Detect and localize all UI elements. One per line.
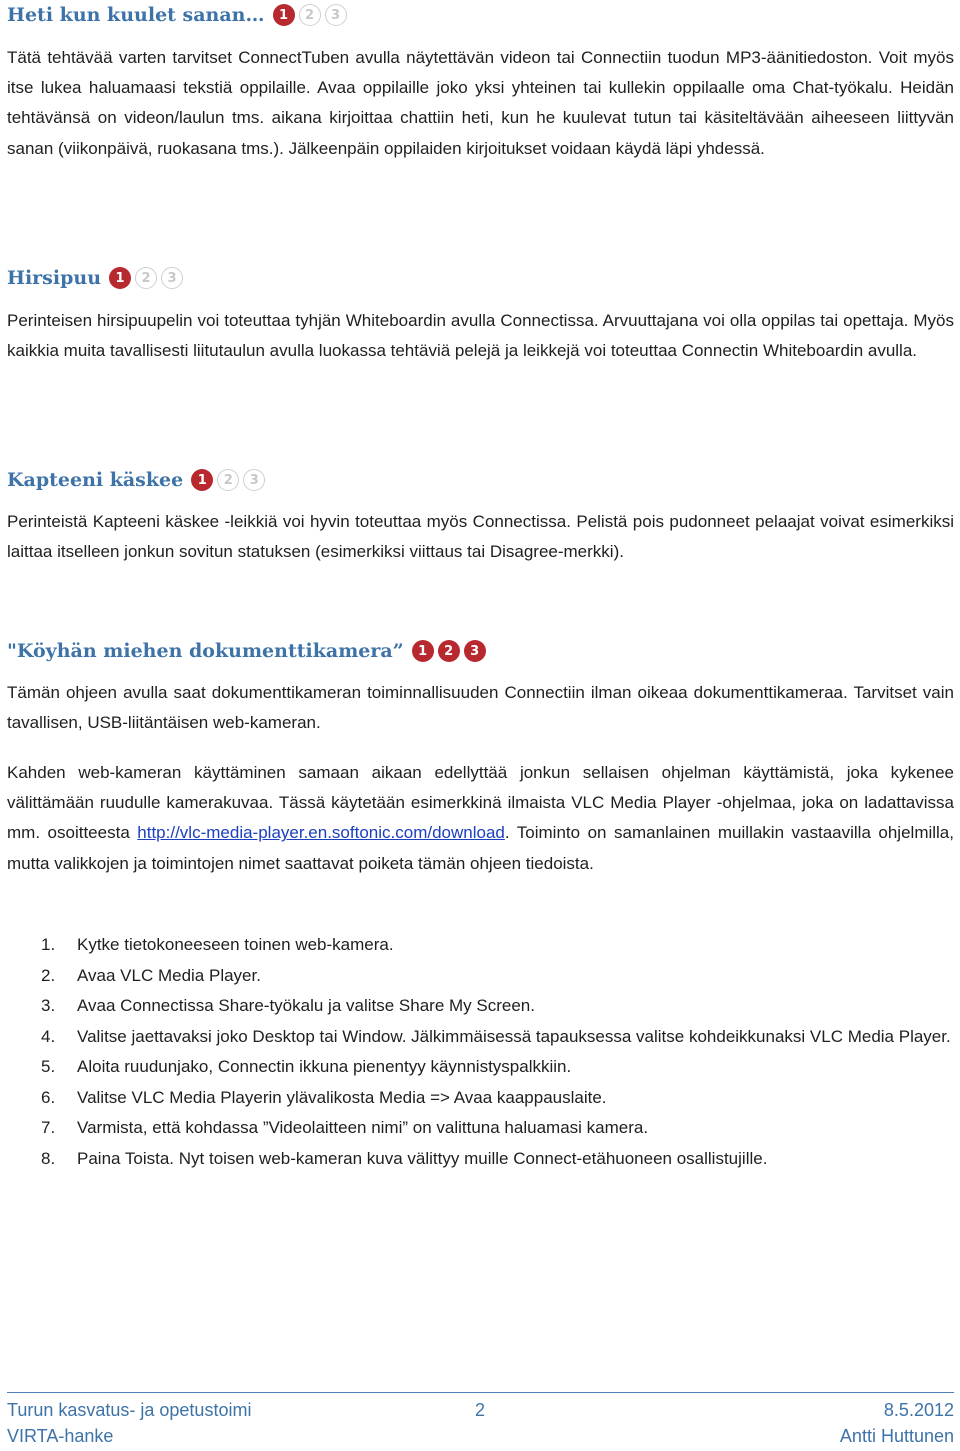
section-heading-heti-kun-kuulet <box>7 4 351 26</box>
step-number: 4. <box>41 1026 56 1046</box>
step-number: 1. <box>41 935 56 954</box>
step-number: 3. <box>41 996 56 1015</box>
level-badge-1: 1 <box>273 4 295 26</box>
step-number: 8. <box>41 1148 56 1168</box>
camera-text-before-link: Kahden web-kameran käyttäminen samaan aikaan edellyttää jonkun sellaisen ohjelman käyttämistä, joka kykenee välittämään ruudulle kamerakuvaa. Tässä käytetään esimerkkinä ilmaista VLC Media Player -ohjelmaa, joka on ladattavissa mm. osoitteesta <box>7 763 954 843</box>
list-item <box>7 1083 954 1114</box>
level-badge-2: 2 <box>217 469 239 491</box>
footer-divider <box>7 1392 954 1393</box>
step-number: 6. <box>41 1087 56 1107</box>
step-text: Aloita ruudunjako, Connectin ikkuna pienentyy käynnistyspalkkiin. <box>77 1057 572 1076</box>
level-badge-2: 2 <box>135 267 157 289</box>
section-title: Kapteeni käskee <box>7 469 184 491</box>
page-number: 2 <box>475 1400 486 1420</box>
step-text: Avaa Connectissa Share-työkalu ja valitse Share My Screen. <box>77 996 535 1015</box>
section-title: "Köyhän miehen dokumenttikamera” <box>7 640 404 662</box>
list-item <box>7 991 954 1022</box>
section-body-hirsipuu: Perinteisen hirsipuupelin voi toteuttaa tyhjän Whiteboardin avulla Connectissa. Arvuuttajana voi olla oppilas tai opettaja. Myös kaikkia muita tavallisesti liitutaulun avulla luokassa tehtäviä pelejä ja leikkejä voi toteuttaa Connectin Whiteboardin avulla. <box>7 311 954 361</box>
footer-row-2 <box>7 1426 954 1447</box>
list-item <box>7 930 954 961</box>
step-number: 5. <box>41 1057 56 1076</box>
footer-row-1 <box>7 1400 954 1421</box>
step-text: Kytke tietokoneeseen toinen web-kamera. <box>77 935 394 954</box>
step-number: 7. <box>41 1118 56 1137</box>
list-item <box>7 1022 954 1053</box>
step-text: Valitse jaettavaksi joko Desktop tai Window. Jälkimmäisessä tapauksessa valitse kohdeikkunaksi VLC Media Player. <box>77 1026 951 1046</box>
level-badge-3: 3 <box>464 640 486 662</box>
list-item <box>7 1144 954 1175</box>
step-text: Avaa VLC Media Player. <box>77 965 261 985</box>
section-body-dokumenttikamera: Tämän ohjeen avulla saat dokumenttikameran toiminnallisuuden Connectiin ilman oikeaa dokumenttikameraa. Tarvitset vain tavallisen, USB-liitäntäisen web-kameran. <box>7 683 954 733</box>
section-heading-dokumenttikamera <box>7 640 490 662</box>
section-body-heti-kun-kuulet: Tätä tehtävää varten tarvitset ConnectTuben avulla näytettävän videon tai Connectiin tuodun MP3-äänitiedoston. Voit myös itse lukea haluamaasi tekstiä oppilaille. Avaa oppilaille joko yksi yhteinen tai kullekin oppilaalle oma Chat-työkalu. Heidän tehtävänsä on videon/laulun tms. aikana kirjoittaa chattiin heti, kun he kuulevat tutun tai käsiteltävään aiheeseen liittyvän sanan (viikonpäivä, ruokasana tms.). Jälkeenpäin oppilaiden kirjoitukset voidaan käydä läpi yhdessä. <box>7 48 954 158</box>
footer-date: 8.5.2012 <box>883 1400 954 1420</box>
footer-project: VIRTA-hanke <box>7 1426 114 1446</box>
step-text: Valitse VLC Media Playerin ylävalikosta Media => Avaa kaappauslaite. <box>77 1087 607 1107</box>
list-item <box>7 961 954 992</box>
level-badge-2: 2 <box>299 4 321 26</box>
vlc-download-link[interactable]: http://vlc-media-player.en.softonic.com/download <box>137 823 505 843</box>
level-badge-1: 1 <box>412 640 434 662</box>
level-badge-1: 1 <box>109 267 131 289</box>
step-number: 2. <box>41 965 56 985</box>
level-badge-3: 3 <box>161 267 183 289</box>
level-badge-3: 3 <box>325 4 347 26</box>
level-badge-1: 1 <box>191 469 213 491</box>
footer-author: Antti Huttunen <box>839 1426 954 1446</box>
step-text: Varmista, että kohdassa ”Videolaitteen nimi” on valittuna haluamasi kamera. <box>77 1118 649 1137</box>
section-title: Heti kun kuulet sanan… <box>7 4 265 26</box>
camera-text-after-link: . Toiminto on samanlainen muillakin vastaavilla ohjelmilla, mutta valikkojen ja toimintojen nimet saattavat poiketa tämän ohjeen tiedoista. <box>7 823 954 873</box>
level-badge-2: 2 <box>438 640 460 662</box>
section-heading-kapteeni-kaskee <box>7 469 269 491</box>
section-body-kapteeni-kaskee: Perinteistä Kapteeni käskee -leikkiä voi hyvin toteuttaa myös Connectissa. Pelistä pois pudonneet pelaajat voivat esimerkiksi laittaa itselleen jonkun sovitun statuksen (esimerkiksi viittaus tai Disagree-merkki). <box>7 512 954 562</box>
section-heading-hirsipuu <box>7 267 187 289</box>
footer-org: Turun kasvatus- ja opetustoimi <box>7 1400 252 1420</box>
list-item <box>7 1113 954 1144</box>
steps-list <box>7 930 954 1174</box>
camera-instructions-paragraph <box>7 758 954 879</box>
level-badge-3: 3 <box>243 469 265 491</box>
section-title: Hirsipuu <box>7 267 102 289</box>
step-text: Paina Toista. Nyt toisen web-kameran kuva välittyy muille Connect-etähuoneen osallistujille. <box>77 1148 768 1168</box>
list-item <box>7 1052 954 1083</box>
